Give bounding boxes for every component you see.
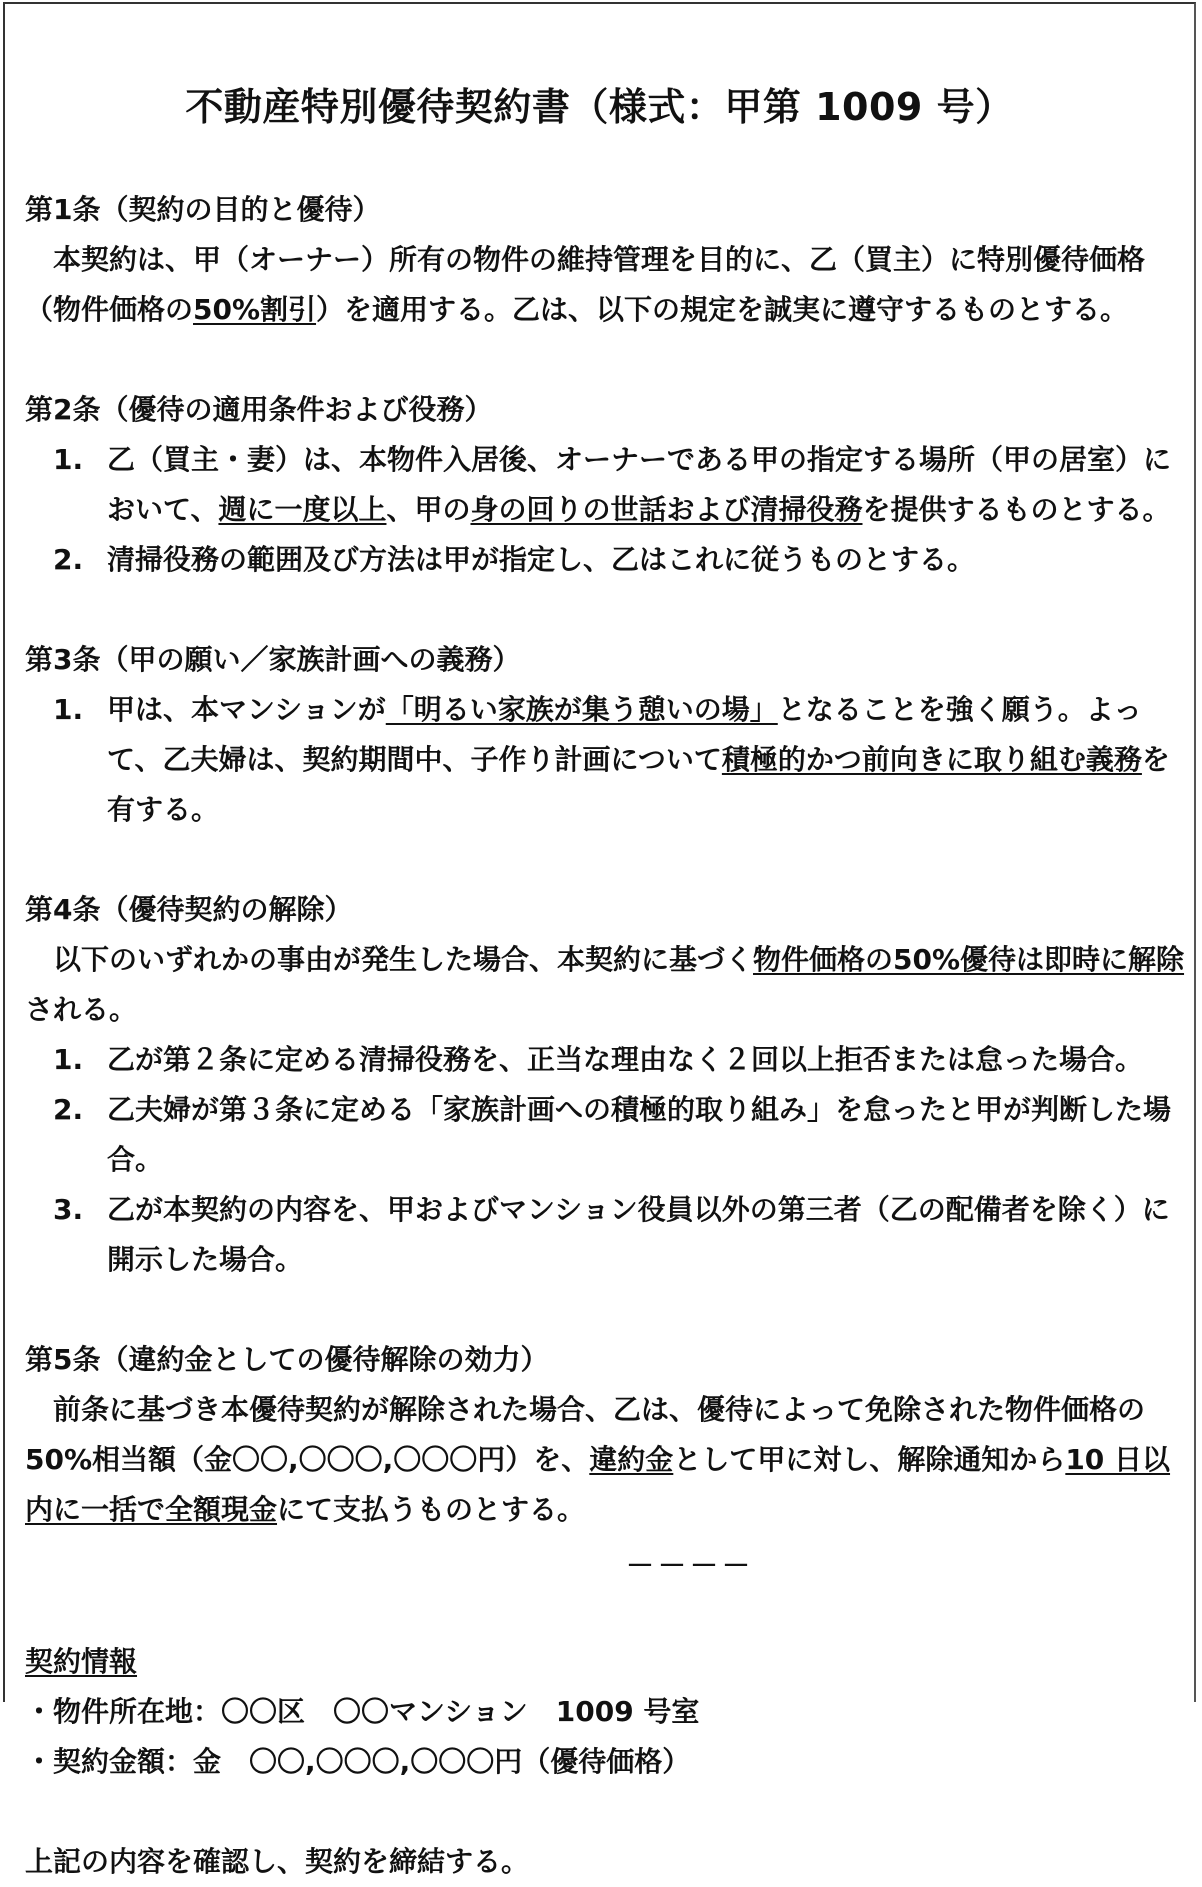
document-body bbox=[25, 185, 1195, 1887]
article-3-list bbox=[25, 685, 1195, 835]
item-number: 2. bbox=[53, 543, 84, 576]
item-underline-2: 積極的かつ前向きに取り組む義務 bbox=[721, 743, 1142, 776]
article-5-paragraph bbox=[25, 1385, 1195, 1535]
article-1-text-b: ）を適用する。乙は、以下の規定を誠実に遵守するものとする。 bbox=[316, 293, 1129, 326]
item-text-a: 乙（買主・妻）は、本物件入居後、オーナーである甲の指定する場所（甲の居室）において、 bbox=[107, 443, 1172, 526]
item-text: 乙夫婦が第３条に定める「家族計画への積極的取り組み」を怠ったと甲が判断した場合。 bbox=[107, 1093, 1172, 1176]
list-item bbox=[25, 435, 1195, 535]
contract-amount: ・契約金額：金 〇〇,〇〇〇,〇〇〇円（優待価格） bbox=[25, 1745, 691, 1778]
article-1-text-a: 本契約は、甲（オーナー）所有の物件の維持管理を目的に、乙（買主）に特別優待価格（物件価格の bbox=[25, 243, 1146, 326]
article-2-heading: 第2条（優待の適用条件および役務） bbox=[25, 393, 493, 426]
article-4-underline: 物件価格の50%優待は即時に解除 bbox=[753, 943, 1185, 976]
article-1 bbox=[25, 185, 1195, 335]
item-number: 2. bbox=[53, 1093, 84, 1126]
article-5-text-a: 前条に基づき本優待契約が解除された場合、乙は、優待によって免除された物件価格の50%相当額（金〇〇,〇〇〇,〇〇〇円）を、 bbox=[25, 1393, 1146, 1476]
article-5-underline-2: 10 日以内に一括で全額現金 bbox=[25, 1443, 1171, 1526]
contract-info-heading bbox=[25, 1637, 1195, 1687]
article-1-underline: 50%割引 bbox=[193, 293, 317, 326]
item-text-c: を有する。 bbox=[107, 743, 1170, 826]
article-1-paragraph bbox=[25, 235, 1195, 335]
document-page bbox=[3, 2, 1196, 1878]
article-5-text-c: にて支払うものとする。 bbox=[277, 1493, 586, 1526]
article-2-list bbox=[25, 435, 1195, 585]
item-text-b: 、甲の bbox=[386, 493, 471, 526]
article-4-heading: 第4条（優待契約の解除） bbox=[25, 893, 353, 926]
contract-info-heading-text: 契約情報 bbox=[25, 1645, 138, 1678]
article-4-paragraph bbox=[25, 935, 1195, 1035]
item-number: 1. bbox=[53, 443, 84, 476]
article-4 bbox=[25, 885, 1195, 1285]
property-location: ・物件所在地：〇〇区 〇〇マンション 1009 号室 bbox=[25, 1695, 700, 1728]
list-item bbox=[25, 1085, 1195, 1185]
article-5-underline-1: 違約金 bbox=[589, 1443, 674, 1476]
article-5-heading: 第5条（違約金としての優待解除の効力） bbox=[25, 1343, 549, 1376]
item-underline-1: 「明るい家族が集う憩いの場」 bbox=[385, 693, 778, 726]
article-5 bbox=[25, 1335, 1195, 1535]
article-4-text-a: 以下のいずれかの事由が発生した場合、本契約に基づく bbox=[53, 943, 754, 976]
article-4-list bbox=[25, 1035, 1195, 1285]
document-title: 不動産特別優待契約書（様式：甲第 1009 号） bbox=[185, 85, 1014, 129]
article-1-heading: 第1条（契約の目的と優待） bbox=[25, 193, 381, 226]
article-3-heading: 第3条（甲の願い／家族計画への義務） bbox=[25, 643, 521, 676]
item-number: 1. bbox=[53, 1043, 84, 1076]
closing-statement: 上記の内容を確認し、契約を締結する。 bbox=[25, 1845, 530, 1878]
list-item bbox=[25, 685, 1195, 835]
article-4-text-b: される。 bbox=[25, 993, 138, 1026]
item-text-b: となることを強く願う。よって、乙夫婦は、契約期間中、子作り計画について bbox=[107, 693, 1142, 776]
divider-row bbox=[25, 1541, 1195, 1591]
list-item bbox=[25, 1035, 1195, 1085]
item-underline-2: 身の回りの世話および清掃役務 bbox=[470, 493, 863, 526]
item-number: 3. bbox=[53, 1193, 84, 1226]
contract-info bbox=[25, 1637, 1195, 1787]
list-item bbox=[25, 535, 1195, 585]
article-2 bbox=[25, 385, 1195, 585]
item-text-c: を提供するものとする。 bbox=[862, 493, 1171, 526]
list-item bbox=[25, 1185, 1195, 1285]
item-number: 1. bbox=[53, 693, 84, 726]
article-3 bbox=[25, 635, 1195, 835]
item-text-a: 甲は、本マンションが bbox=[107, 693, 386, 726]
item-text: 乙が第２条に定める清掃役務を、正当な理由なく２回以上拒否または怠った場合。 bbox=[107, 1043, 1144, 1076]
item-text: 乙が本契約の内容を、甲およびマンション役員以外の第三者（乙の配備者を除く）に開示した場合。 bbox=[107, 1193, 1170, 1276]
divider: －－－－ bbox=[625, 1549, 754, 1582]
item-text: 清掃役務の範囲及び方法は甲が指定し、乙はこれに従うものとする。 bbox=[107, 543, 976, 576]
article-5-text-b: として甲に対し、解除通知から bbox=[673, 1443, 1066, 1476]
item-underline-1: 週に一度以上 bbox=[218, 493, 387, 526]
